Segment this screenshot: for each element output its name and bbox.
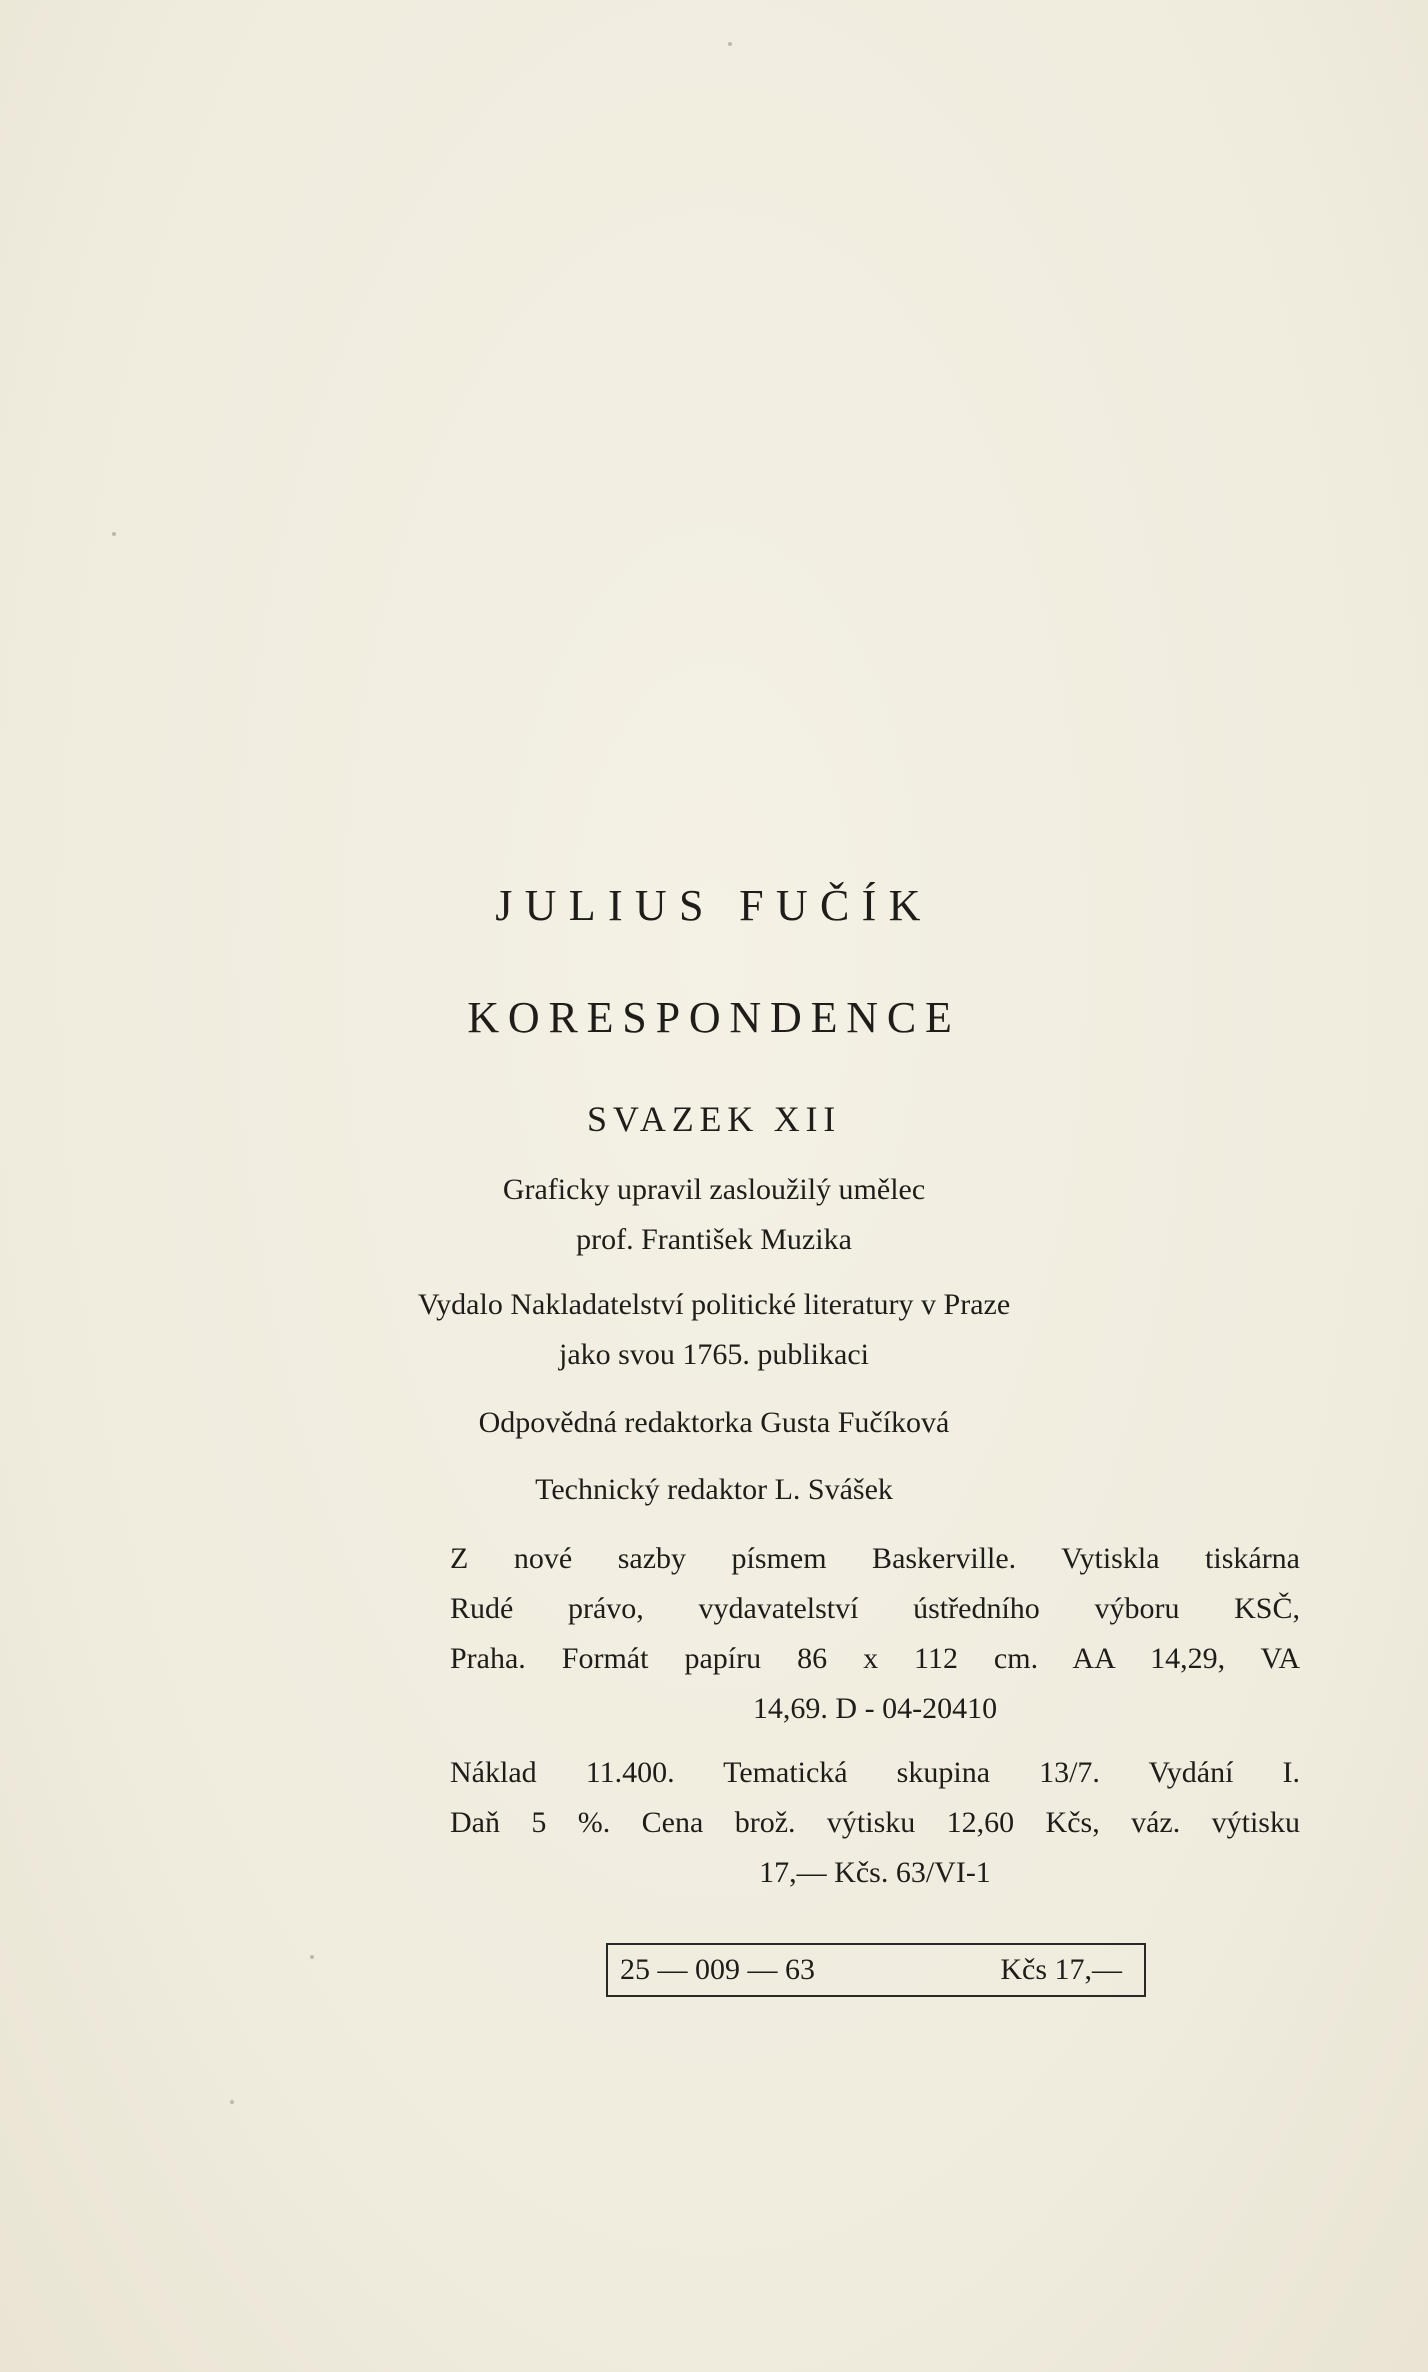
design-line-1: Graficky upravil zasloužilý umělec [502,1173,926,1206]
publisher-line-2: jako svou 1765. publikaci [559,1338,869,1371]
paper-speck [728,42,732,46]
volume-number: SVAZEK XII [587,1099,841,1139]
run-info-line-2: Daň 5 %. Cena brož. výtisku 12,60 Kčs, váz. výtisku [450,1806,1300,1839]
print-info-block [450,1534,1300,1734]
print-info-line-4: 14,69. D - 04-20410 [752,1692,998,1725]
run-info-line-1: Náklad 11.400. Tematická skupina 13/7. Vydání I. [450,1756,1300,1789]
publisher-line-1: Vydalo Nakladatelství politické literatury v Praze [417,1288,1011,1321]
price-box [606,1943,1146,1997]
paper-speck [112,532,116,536]
price-label: Kčs 17,— [1000,1953,1122,1986]
run-info-line-3: 17,— Kčs. 63/VI-1 [759,1856,991,1889]
print-info-line-1: Z nové sazby písmem Baskerville. Vytiskla tiskárna [450,1542,1300,1575]
catalog-code: 25 — 009 — 63 [620,1953,815,1986]
paper-speck [310,1955,314,1959]
paper-speck [230,2100,234,2104]
print-info-line-2: Rudé právo, vydavatelství ústředního výboru KSČ, [450,1592,1300,1625]
tech-editor-line: Technický redaktor L. Svášek [535,1473,893,1506]
book-title: KORESPONDENCE [467,993,961,1042]
run-info-block [450,1748,1300,1898]
editor-line: Odpovědná redaktorka Gusta Fučíková [478,1406,950,1439]
author-name: JULIUS FUČÍK [495,881,933,930]
print-info-line-3: Praha. Formát papíru 86 x 112 cm. AA 14,29, VA [450,1642,1300,1675]
design-line-2: prof. František Muzika [576,1223,852,1256]
